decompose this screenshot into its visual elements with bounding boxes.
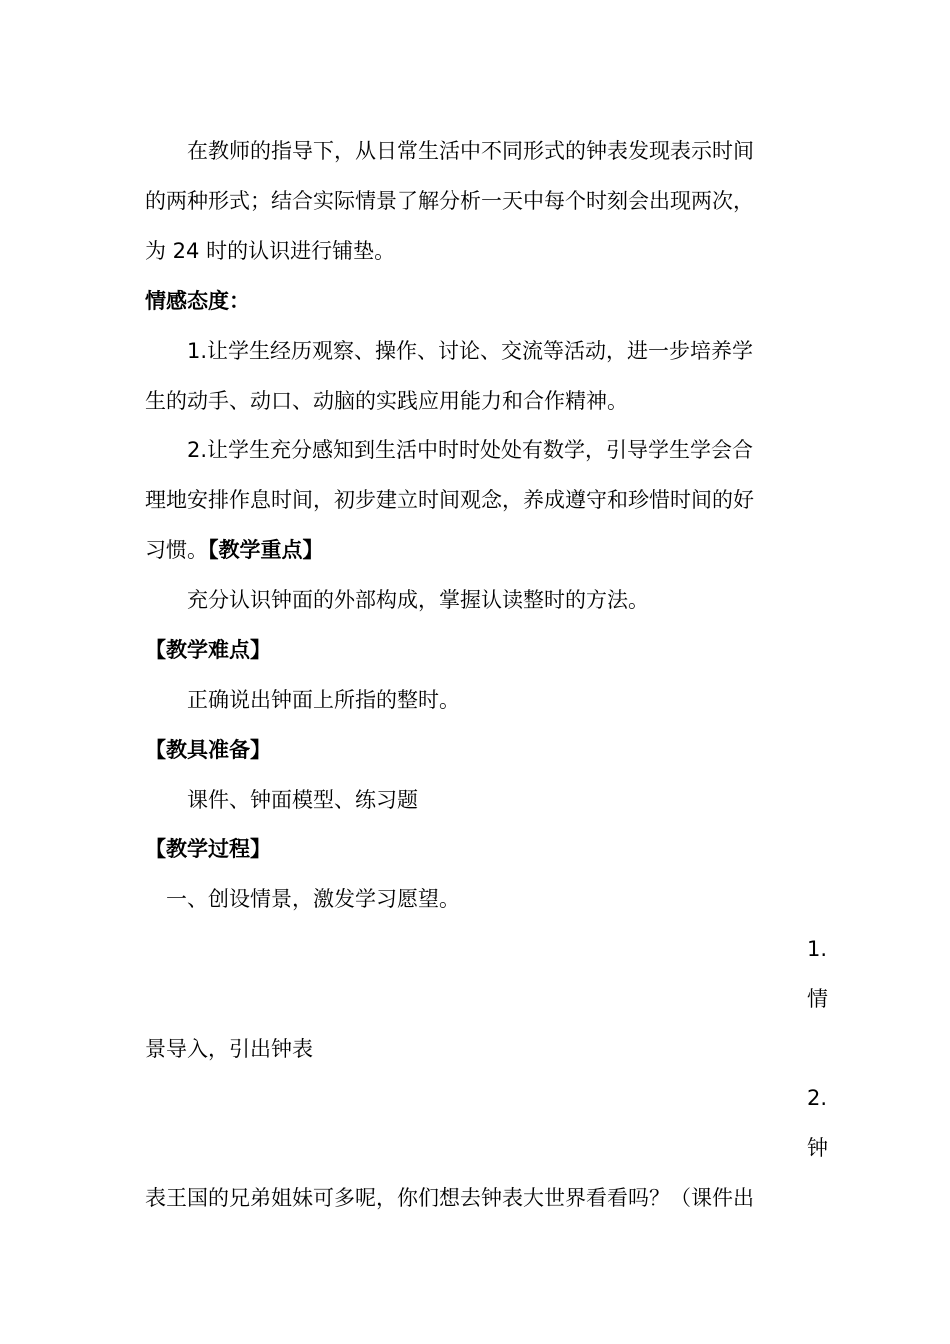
emotion-item-1-line-1: 1.让学生经历观察、操作、讨论、交流等活动，进一步培养学: [187, 339, 754, 363]
item-2-rest: 表王国的兄弟姐妹可多呢，你们想去钟表大世界看看吗？（课件出: [145, 1186, 754, 1210]
emotion-item-2-line-3-text: 习惯。: [145, 538, 208, 562]
item-1-first-char: 情: [807, 987, 828, 1011]
emotion-item-1-line-2: 生的动手、动口、动脑的实践应用能力和合作精神。: [145, 389, 628, 413]
item-2-number: 2.: [807, 1086, 828, 1110]
skill-paragraph-line-1: 在教师的指导下，从日常生活中不同形式的钟表发现表示时间: [187, 139, 754, 163]
key-point-heading: 【教学重点】: [208, 538, 324, 562]
process-step-1: 一、创设情景，激发学习愿望。: [166, 887, 460, 911]
emotion-item-2-line-2: 理地安排作息时间，初步建立时间观念，养成遵守和珍惜时间的好: [145, 488, 754, 512]
emotion-item-2-line-3: [145, 535, 324, 565]
emotion-attitude-heading: 情感态度：: [145, 289, 250, 313]
emotion-item-2-line-1: 2.让学生充分感知到生活中时时处处有数学，引导学生学会合: [187, 438, 754, 462]
key-point-text: 充分认识钟面的外部构成，掌握认读整时的方法。: [187, 588, 649, 612]
item-1-rest: 景导入，引出钟表: [145, 1037, 313, 1061]
item-2-first-char: 钟: [807, 1136, 828, 1160]
difficulty-heading: 【教学难点】: [145, 638, 271, 662]
item-1-number: 1.: [807, 937, 828, 961]
tools-text: 课件、钟面模型、练习题: [187, 788, 418, 812]
difficulty-text: 正确说出钟面上所指的整时。: [187, 688, 460, 712]
process-heading: 【教学过程】: [145, 837, 271, 861]
skill-paragraph-line-3: 为 24 时的认识进行铺垫。: [145, 239, 396, 263]
skill-paragraph-line-2: 的两种形式；结合实际情景了解分析一天中每个时刻会出现两次，: [145, 189, 754, 213]
tools-heading: 【教具准备】: [145, 738, 271, 762]
